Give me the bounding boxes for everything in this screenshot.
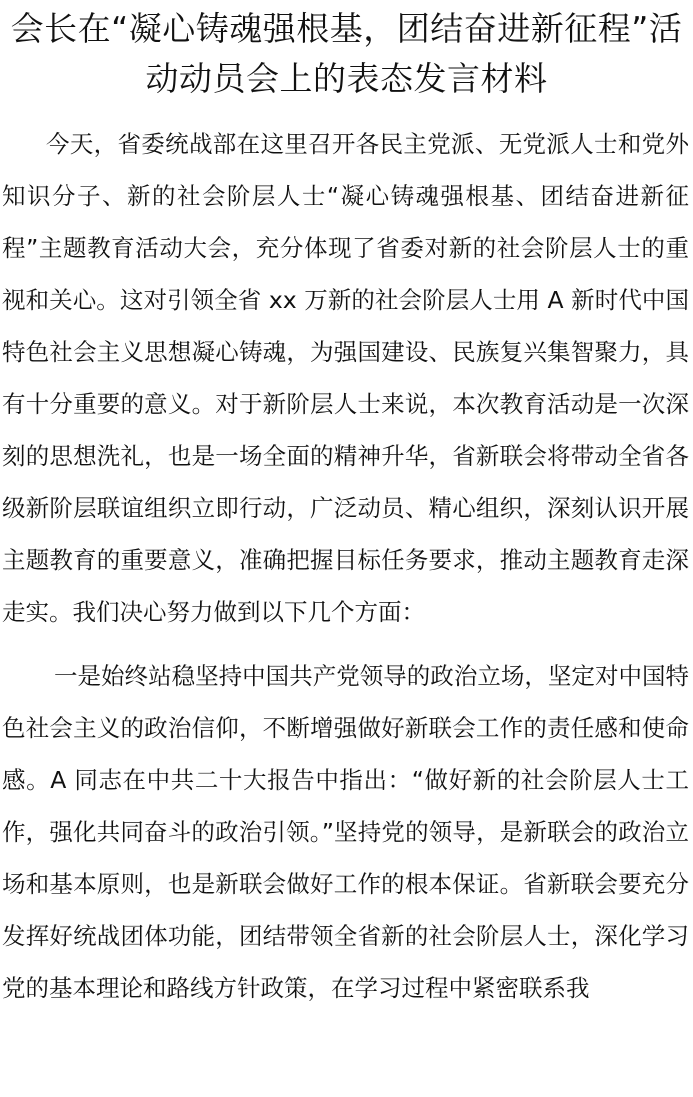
body-paragraph-2: 一是始终站稳坚持中国共产党领导的政治立场，坚定对中国特色社会主义的政治信仰，不断增强做好新联会工作的责任感和使命感。A 同志在中共二十大报告中指出：“做好新的社会阶层人士工作，强化共同奋斗的政治引领。”坚持党的领导，是新联会的政治立场和基本原则，也是新联会做好工作的根本保证。省新联会要充分发挥好统战团体功能，团结带领全省新的社会阶层人士，深化学习党的基本理论和路线方针政策，在学习过程中紧密联系我 [2,662,689,1002]
body-paragraph-1: 今天，省委统战部在这里召开各民主党派、无党派人士和党外知识分子、新的社会阶层人士“凝心铸魂强根基、团结奋进新征程”主题教育活动大会，充分体现了省委对新的社会阶层人士的重视和关心。这对引领全省 xx 万新的社会阶层人士用 A 新时代中国特色社会主义思想凝心铸魂，为强国建设、民族复兴集智聚力，具有十分重要的意义。对于新阶层人士来说，本次教育活动是一次深刻的思想洗礼，也是一场全面的精神升华，省新联会将带动全省各级新阶层联谊组织立即行动，广泛动员、精心组织，深刻认识开展主题教育的重要意义，准确把握目标任务要求，推动主题教育走深走实。我们决心努力做到以下几个方面： [2,130,689,626]
document-title: 会长在“凝心铸魂强根基，团结奋进新征程”活动动员会上的表态发言材料 [10,9,683,98]
